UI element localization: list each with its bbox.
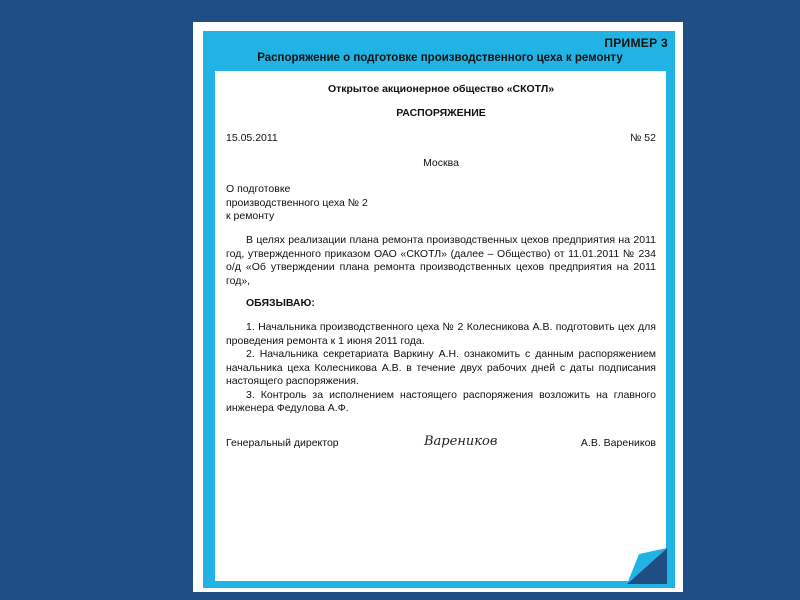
list-item: 1. Начальника производственного цеха № 2 Колесникова А.В. подготовить цех для проведения ремонта к 1 июня 2011 года. [226,321,656,347]
document-number: № 52 [630,132,656,144]
list-item: 3. Контроль за исполнением настоящего распоряжения возложить на главного инженера Федулова А.Ф. [226,388,656,414]
handwritten-signature: Вареников [424,434,498,449]
list-item: 2. Начальника секретариата Варкину А.Н. ознакомить с данным распоряжением начальника цеха Колесникова А.В. в течение двух рабочих дней с даты подписания настоящего распоряжения. [226,348,656,387]
subject-line: производственного цеха № 2 [226,196,368,209]
signatory-position: Генеральный директор [226,437,339,449]
example-title: Распоряжение о подготовке производственного цеха к ремонту [257,52,623,64]
organization-name: Открытое акционерное общество «СКОТЛ» [327,83,555,95]
page-curl-icon [627,548,667,584]
subject-block [226,183,656,224]
items-list [226,321,656,416]
signatory-name: А.В. Вареников [580,437,656,449]
subject-line: О подготовке [226,183,291,195]
preamble: В целях реализации плана ремонта производственных цехов предприятия на 2011 год, утвержденного приказом ОАО «СКОТЛ» (далее – Общество) от 11.01.2011 № 234 о/д «Об утверждении плана ремонта производственных цехов предприятия на 2011 год», [226,234,656,287]
document-date: 15.05.2011 [226,132,278,144]
document-type: РАСПОРЯЖЕНИЕ [396,107,486,119]
date-number-row [226,132,656,144]
directive: ОБЯЗЫВАЮ: [246,297,315,309]
subject-line: к ремонту [226,210,275,222]
city: Москва [423,157,459,169]
example-label: ПРИМЕР 3 [604,36,668,50]
